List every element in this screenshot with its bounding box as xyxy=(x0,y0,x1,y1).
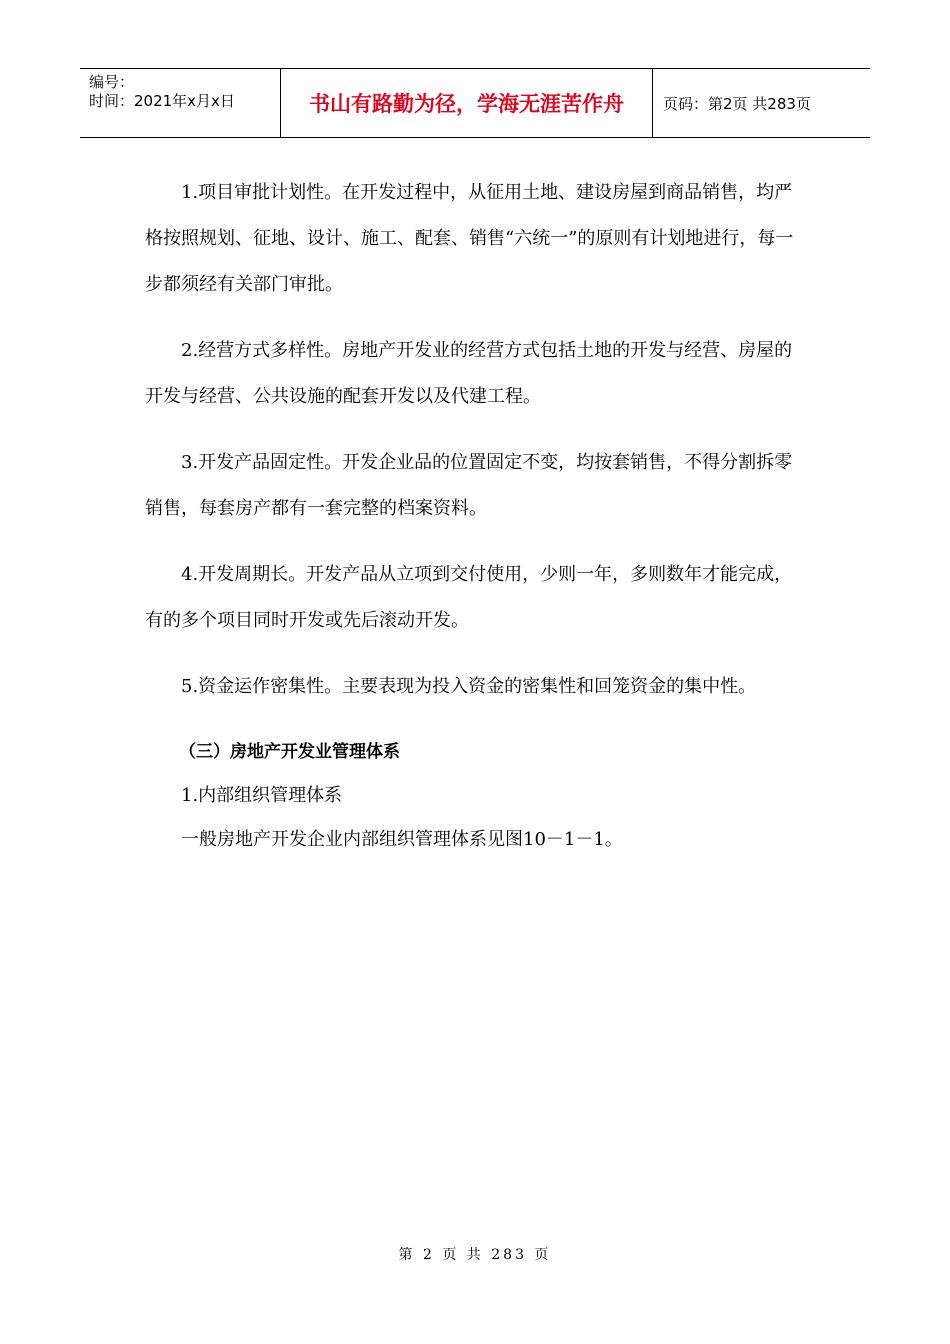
header-motto: 书山有路勤为径，学海无涯苦作舟 xyxy=(281,69,653,137)
document-date: 时间：2021年x月x日 xyxy=(89,92,235,110)
paragraph-2: 2.经营方式多样性。房地产开发业的经营方式包括土地的开发与经营、房屋的开发与经营、公共设施的配套开发以及代建工程。 xyxy=(145,340,793,407)
document-body xyxy=(145,170,805,862)
header-meta xyxy=(80,69,281,137)
header-page-info: 页码：第2页 共283页 xyxy=(663,94,811,113)
section-text: 一般房地产开发企业内部组织管理体系见图10－1－1。 xyxy=(181,829,623,850)
paragraph-5: 5.资金运作密集性。主要表现为投入资金的密集性和回笼资金的集中性。 xyxy=(181,676,757,697)
page-footer: 第 2 页 共 283 页 xyxy=(398,1247,552,1263)
paragraph-3: 3.开发产品固定性。开发企业品的位置固定不变，均按套销售，不得分割拆零销售，每套房产都有一套完整的档案资料。 xyxy=(145,452,793,519)
paragraph-4: 4.开发周期长。开发产品从立项到交付使用，少则一年，多则数年才能完成，有的多个项目同时开发或先后滚动开发。 xyxy=(145,564,793,631)
page-header xyxy=(80,68,870,138)
document-number: 编号： xyxy=(89,73,135,91)
section-heading: （三）房地产开发业管理体系 xyxy=(179,742,400,762)
section-subheading: 1.内部组织管理体系 xyxy=(181,785,343,806)
paragraph-1: 1.项目审批计划性。在开发过程中，从征用土地、建设房屋到商品销售，均严格按照规划、征地、设计、施工、配套、销售“六统一”的原则有计划地进行，每一步都须经有关部门审批。 xyxy=(145,182,794,295)
